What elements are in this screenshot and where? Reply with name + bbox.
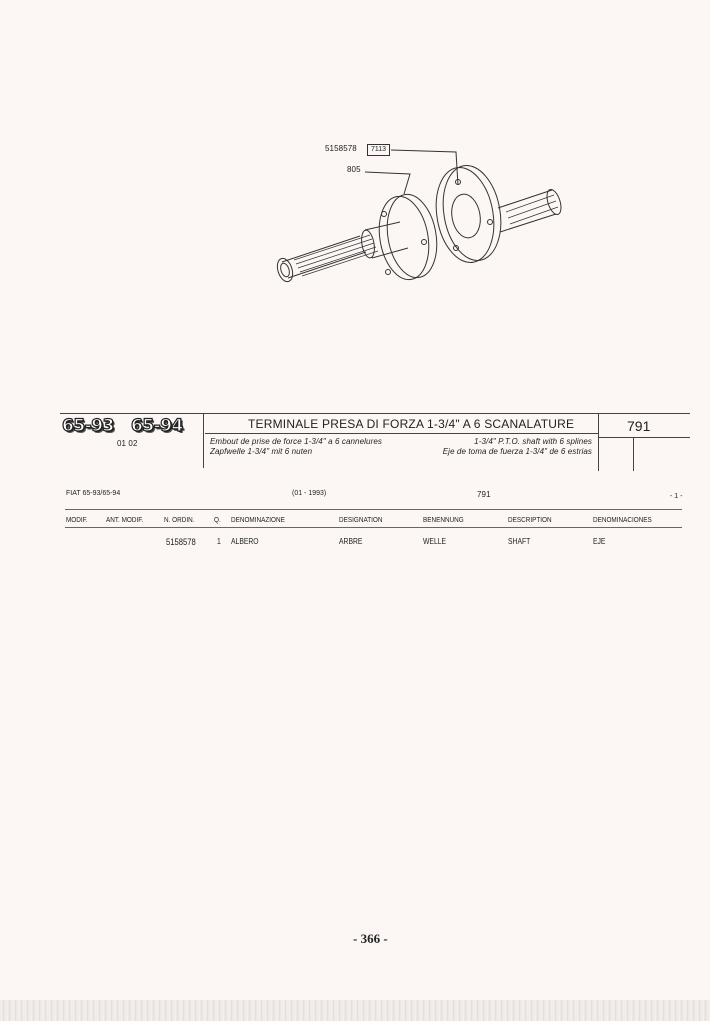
row-designation: ARBRE (339, 537, 363, 546)
table-top-rule (65, 509, 682, 510)
subheader-group: 791 (477, 490, 491, 499)
col-header-description: DESCRIPTION (508, 515, 552, 524)
col-header-n-ordin: N. ORDIN. (164, 515, 195, 524)
col-header-ant-modif: ANT. MODIF. (106, 515, 144, 524)
desc-spanish: Eje de toma de fuerza 1-3/4" de 6 estrias (442, 447, 592, 456)
header-divider-right (598, 413, 599, 471)
desc-english: 1-3/4" P.T.O. shaft with 6 splines (474, 437, 592, 446)
col-header-q: Q. (214, 515, 221, 524)
part-ref-box: 7113 (367, 144, 390, 156)
header-group-rule (598, 437, 690, 438)
header-mid-rule (205, 433, 598, 434)
page-ref: - 1 - (670, 493, 683, 500)
model-label: FIAT 65-93/65-94 (66, 490, 121, 497)
desc-french: Embout de prise de force 1-3/4" a 6 cannelures (210, 437, 382, 446)
row-denominazione: ALBERO (231, 537, 259, 546)
section-title: TERMINALE PRESA DI FORZA 1-3/4" A 6 SCANALATURE (248, 417, 575, 431)
date-code: 01 02 (117, 439, 138, 448)
scan-edge-strip (0, 1000, 710, 1021)
col-header-benennung: BENENNUNG (423, 515, 464, 524)
item-ref-callout: 805 (347, 165, 361, 174)
col-header-modif: MODIF. (66, 515, 88, 524)
col-header-denominazione: DENOMINAZIONE (231, 515, 285, 524)
part-number-callout: 5158578 (325, 144, 357, 153)
col-header-denominaciones: DENOMINACIONES (593, 515, 652, 524)
row-n-ordin: 5158578 (166, 537, 196, 547)
date-range: (01 - 1993) (292, 490, 327, 497)
model-badge-65-93: 65-93 (62, 416, 114, 436)
group-number: 791 (627, 418, 651, 434)
header-top-rule (60, 413, 690, 414)
header-divider-group (633, 437, 634, 471)
row-denominaciones: EJE (593, 537, 606, 546)
page-number: - 366 - (353, 931, 388, 946)
col-header-designation: DESIGNATION (339, 515, 383, 524)
table-header-rule (65, 527, 682, 528)
row-q: 1 (217, 537, 221, 546)
pto-shaft-drawing (260, 130, 580, 300)
model-badge-65-94: 65-94 (131, 416, 183, 436)
header-divider-left (203, 413, 204, 468)
desc-german: Zapfwelle 1-3/4" mit 6 nuten (210, 447, 313, 456)
row-benennung: WELLE (423, 537, 447, 546)
row-description: SHAFT (508, 537, 531, 546)
